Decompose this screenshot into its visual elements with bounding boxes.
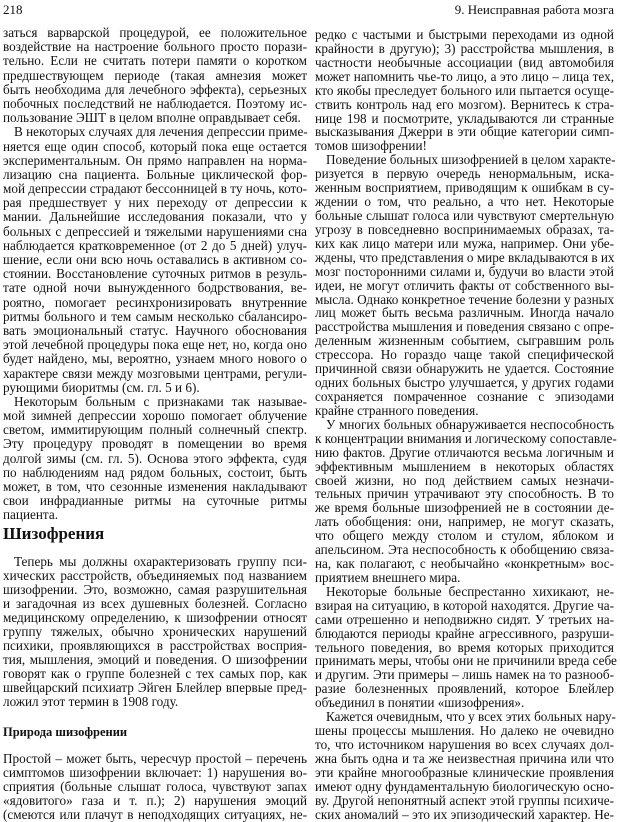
text-line: апельсином. Эта неспособность к обобщению связа- bbox=[315, 542, 614, 558]
text-line: будет найдено, мы, вероятно, узнаем много нового о bbox=[3, 351, 307, 367]
text-line: заться варварской процедурой, ее положительное bbox=[3, 25, 307, 40]
text-line: ждены, что представления о мире вкладываются в их bbox=[315, 249, 615, 265]
text-line: мании. Дальнейшие исследования показали, что у bbox=[3, 209, 307, 225]
text-line: Простой – может быть, чересчур простой – перечень bbox=[3, 751, 307, 766]
text-line: воздействие на настроение больного просто порази- bbox=[3, 39, 307, 55]
text-line: причинной связи обнаружить не удается. Состояние bbox=[315, 361, 614, 377]
text-line: швейцарский психиатр Эйген Блейлер впервые пред- bbox=[3, 680, 307, 695]
text-line: «ядовитого» газа и т. п.); 2) нарушения эмоций bbox=[3, 793, 307, 808]
text-line: няется еще один способ, который пока еще остается bbox=[3, 138, 307, 154]
text-line: больные слышат голоса или чувствуют смертельную bbox=[315, 207, 614, 223]
text-line: Некоторые больные беспрестанно хихикают, не- bbox=[326, 583, 614, 599]
text-line: лиц может быть весьма различным. Иногда начало bbox=[315, 305, 614, 321]
text-line: шизофрении. Это, возможно, самая разрушительная bbox=[3, 582, 307, 597]
text-line: частности необычные ассоциации (вид автомобиля bbox=[315, 54, 614, 70]
page-number: 218 bbox=[3, 2, 23, 17]
paragraph bbox=[315, 583, 617, 711]
text-line: Поведение больных шизофренией в целом характе- bbox=[326, 152, 616, 168]
text-line: хических расстройств, объединяемых под названием bbox=[3, 568, 307, 583]
text-line: тате одной ночи вынужденного бодрствования, ве- bbox=[3, 280, 307, 296]
text-line: по наблюдениям над рядом больных, состоит, быть bbox=[3, 464, 307, 480]
text-line: ких как лицо матери или мужа, например. Они убе- bbox=[315, 235, 614, 251]
text-line: Кажется очевидным, что у всех этих больных нару- bbox=[326, 709, 616, 725]
text-line: наблюдается кратковременное (от 2 до 5 дней) улуч- bbox=[3, 237, 307, 253]
running-header-chapter-title: 9. Неисправная работа мозга bbox=[454, 2, 614, 17]
text-line: тельного поведения, во время которых приходится bbox=[315, 639, 614, 655]
text-line: объединил в понятии «шизофрения». bbox=[315, 695, 525, 711]
text-line: что общего между столом и стулом, яблоком и bbox=[315, 528, 614, 544]
text-line: крайности в другую); 3) расстройства мышления, в bbox=[315, 40, 614, 56]
text-line: пациента. bbox=[3, 507, 59, 523]
text-line: может напомнить чье-то лицо, а это лицо – лица тех, bbox=[315, 68, 614, 84]
text-line: быть необходима для лечебного эффекта), серьезных bbox=[3, 81, 307, 97]
text-line: принимать меры, чтобы они не причинили вреда себе bbox=[315, 653, 617, 669]
text-line: мой зимней депрессии хорошо помогает облучение bbox=[3, 408, 307, 424]
text-line: экспериментальным. Он прямо направлен на норма- bbox=[3, 152, 307, 168]
text-line: лать обобщения: они, например, не могут сказать, bbox=[315, 514, 614, 530]
paragraph bbox=[3, 555, 307, 709]
text-line: У многих больных обнаруживается неспособность bbox=[326, 416, 614, 432]
text-line: свои инфрадианные ритмы на суточные ритмы bbox=[3, 493, 307, 509]
text-line: расстройства мышления и поведения связано с опре- bbox=[315, 319, 614, 335]
text-line: мысла. Однако конкретное течение болезни у разных bbox=[315, 291, 615, 307]
paragraph bbox=[315, 710, 614, 821]
text-line: эти крайне многообразные клинические проявления bbox=[315, 764, 614, 780]
text-line: нию фактов. Другие отличаются весьма логичным и bbox=[315, 444, 614, 460]
text-line: ритмы больного и тем самым несколько сбалансиро- bbox=[3, 308, 307, 324]
text-line: шение, если они всю ночь оставались в активном со- bbox=[3, 252, 307, 267]
text-line: томов шизофрении! bbox=[315, 138, 427, 154]
text-line: разие болезненных проявлений, которое Блейлер bbox=[315, 681, 614, 697]
text-line: тельно. Если не считать потери памяти о коротком bbox=[3, 53, 307, 69]
text-line: стоянии. Восстановление суточных ритмов в резуль- bbox=[3, 266, 307, 282]
text-line: долгой зимы (см. гл. 5). Основа этого эффекта, судя bbox=[3, 450, 307, 466]
text-line: говорят как о группе болезней с тех самых пор, как bbox=[3, 666, 307, 681]
text-line: психики, проявляющихся в расстройствах восприя- bbox=[3, 638, 307, 653]
text-line: и другим. Эти примеры – лишь намек на то разнооб- bbox=[315, 667, 614, 683]
paragraph bbox=[3, 752, 307, 822]
text-line: взирая на ситуацию, в которой находятся. Другие ча- bbox=[315, 597, 614, 613]
text-line: имеют одну фундаментальную биологическую осно- bbox=[315, 778, 614, 794]
right-column-text bbox=[315, 27, 617, 822]
paragraph bbox=[315, 153, 614, 418]
text-line: и загадочная из всех душевных болезней. Согласно bbox=[3, 596, 307, 611]
text-line: симптомов шизофрении включает: 1) нарушения во- bbox=[3, 765, 307, 780]
text-line: деленным жизненным событием, сыгравшим роль bbox=[315, 333, 614, 349]
text-line: вать эмоциональный статус. Научного обоснования bbox=[3, 322, 307, 338]
text-line: светом, иммитирующим полный солнечный спектр. bbox=[3, 422, 307, 438]
text-line: рующими биоритмы (см. гл. 5 и 6). bbox=[3, 379, 200, 395]
text-line: Теперь мы должны охарактеризовать группу пси- bbox=[14, 554, 307, 569]
text-line: этой лечебной процедуры пока еще нет, но, когда оно bbox=[3, 337, 307, 353]
text-line: своей жизни, но под действием самых незначи- bbox=[315, 472, 614, 488]
text-line: блюдаются периоды крайне агрессивного, разруши- bbox=[315, 625, 614, 641]
text-line: ждении о том, что реально, а что нет. Некоторые bbox=[315, 194, 614, 210]
text-line: то, что источником нарушения во всех случаях дол- bbox=[315, 737, 614, 753]
text-line: ских аномалий – это их эпизодический характер. Не- bbox=[315, 806, 614, 822]
text-line: (смеются или плачут в неподходящих ситуациях, не- bbox=[3, 807, 307, 822]
text-line: группу тяжелых, обычно хронических нарушений bbox=[3, 624, 307, 639]
text-line: больных с депрессией и тяжелыми нарушениями сна bbox=[3, 223, 307, 239]
text-line: к концентрации внимания и логическому сопоставле- bbox=[315, 430, 617, 446]
text-line: побочных последствий не наблюдается. Поэтому ис- bbox=[3, 95, 307, 111]
text-line: крайне странного поведения. bbox=[315, 402, 479, 418]
left-column-text-top bbox=[3, 26, 307, 523]
paragraph bbox=[315, 28, 614, 153]
text-line: тельных причин утрачивают эту способность. В то bbox=[315, 486, 614, 502]
text-line: же время больные шизофренией не в состоянии де- bbox=[315, 500, 614, 516]
subsection-heading: Природа шизофрении bbox=[3, 725, 128, 739]
text-line: ствить контроль над его мозгом). Вернитесь к стра- bbox=[315, 96, 614, 112]
text-line: В некоторых случаях для лечения депрессии приме- bbox=[14, 124, 308, 140]
text-line: мой депрессии страдают бессонницей в ту ночь, кото- bbox=[3, 181, 308, 197]
text-line: приятием внешнего мира. bbox=[315, 569, 461, 585]
left-column-text-bottom bbox=[3, 752, 307, 822]
text-line: может, в том, что сезонные изменения накладывают bbox=[3, 479, 307, 494]
paragraph bbox=[3, 26, 307, 125]
text-line: эффективным мышлением в некоторых областях bbox=[315, 458, 614, 474]
text-line: мозг посторонними силами и, будучи во власти этой bbox=[315, 263, 614, 279]
text-line: угрозу в повседневно воспринимаемых образах, та- bbox=[315, 221, 614, 237]
text-line: нице 198 и посмотрите, укладываются ли странные bbox=[315, 110, 614, 126]
text-line: Эту процедуру проводят в помещении во время bbox=[3, 436, 307, 452]
text-line: ву. Другой непонятный аспект этой группы психиче- bbox=[315, 792, 614, 808]
paragraph bbox=[3, 125, 307, 395]
text-line: жна быть одна и та же неизвестная причина или что bbox=[315, 750, 614, 766]
text-line: женным восприятием, приводящим к ошибкам в су- bbox=[315, 180, 614, 196]
text-line: на, как полагают, с необычайно «конкретным» вос- bbox=[315, 556, 614, 572]
text-line: кто якобы преследует больного или пытается осуще- bbox=[315, 82, 614, 98]
text-line: высказывания Джерри в эти общие категории симп- bbox=[315, 124, 614, 140]
text-line: сами отрешенно и неподвижно сидят. У третьих на- bbox=[315, 611, 614, 627]
text-line: лизацию сна пациента. Больные циклической фор- bbox=[3, 166, 307, 182]
text-line: медицинскому определению, к шизофрении относят bbox=[3, 610, 307, 625]
section-heading: Шизофрения bbox=[3, 524, 105, 543]
text-line: Некоторым больным с признаками так называе- bbox=[14, 393, 307, 409]
text-line: одних больных быстро улучшается, у других годами bbox=[315, 375, 614, 391]
text-line: ризуется в первую очередь ненормальным, иска- bbox=[315, 166, 614, 182]
text-line: роятно, помогает ресинхронизировать внутренние bbox=[3, 294, 307, 310]
text-line: пользование ЭШТ в целом вполне оправдывает себя. bbox=[3, 110, 301, 126]
text-line: сохраняется помраченное сознание с эпизодами bbox=[315, 388, 614, 404]
text-line: тия, мышления, эмоций и поведения. О шизофрении bbox=[3, 652, 307, 667]
text-line: предшествующем периоде (такая амнезия может bbox=[3, 67, 307, 83]
text-line: рая предшествует у них переходу от депрессии к bbox=[3, 195, 307, 211]
text-line: стрессора. Но гораздо чаще такой специфической bbox=[315, 347, 614, 363]
text-line: сприятия (больные слышат голоса, чувствуют запах bbox=[3, 779, 307, 794]
paragraph bbox=[315, 416, 617, 585]
left-column-intro-paragraph bbox=[3, 555, 307, 709]
text-line: характере связи между мозговыми центрами, регули- bbox=[3, 365, 307, 381]
paragraph bbox=[3, 395, 307, 523]
text-line: идеи, не могут отличить факты от собственного вы- bbox=[315, 277, 614, 293]
text-line: редко с частыми и быстрыми переходами из одной bbox=[315, 27, 614, 42]
text-line: шены процессы мышления. Но далеко не очевидно bbox=[315, 723, 614, 739]
text-line: ложил этот термин в 1908 году. bbox=[3, 694, 179, 709]
